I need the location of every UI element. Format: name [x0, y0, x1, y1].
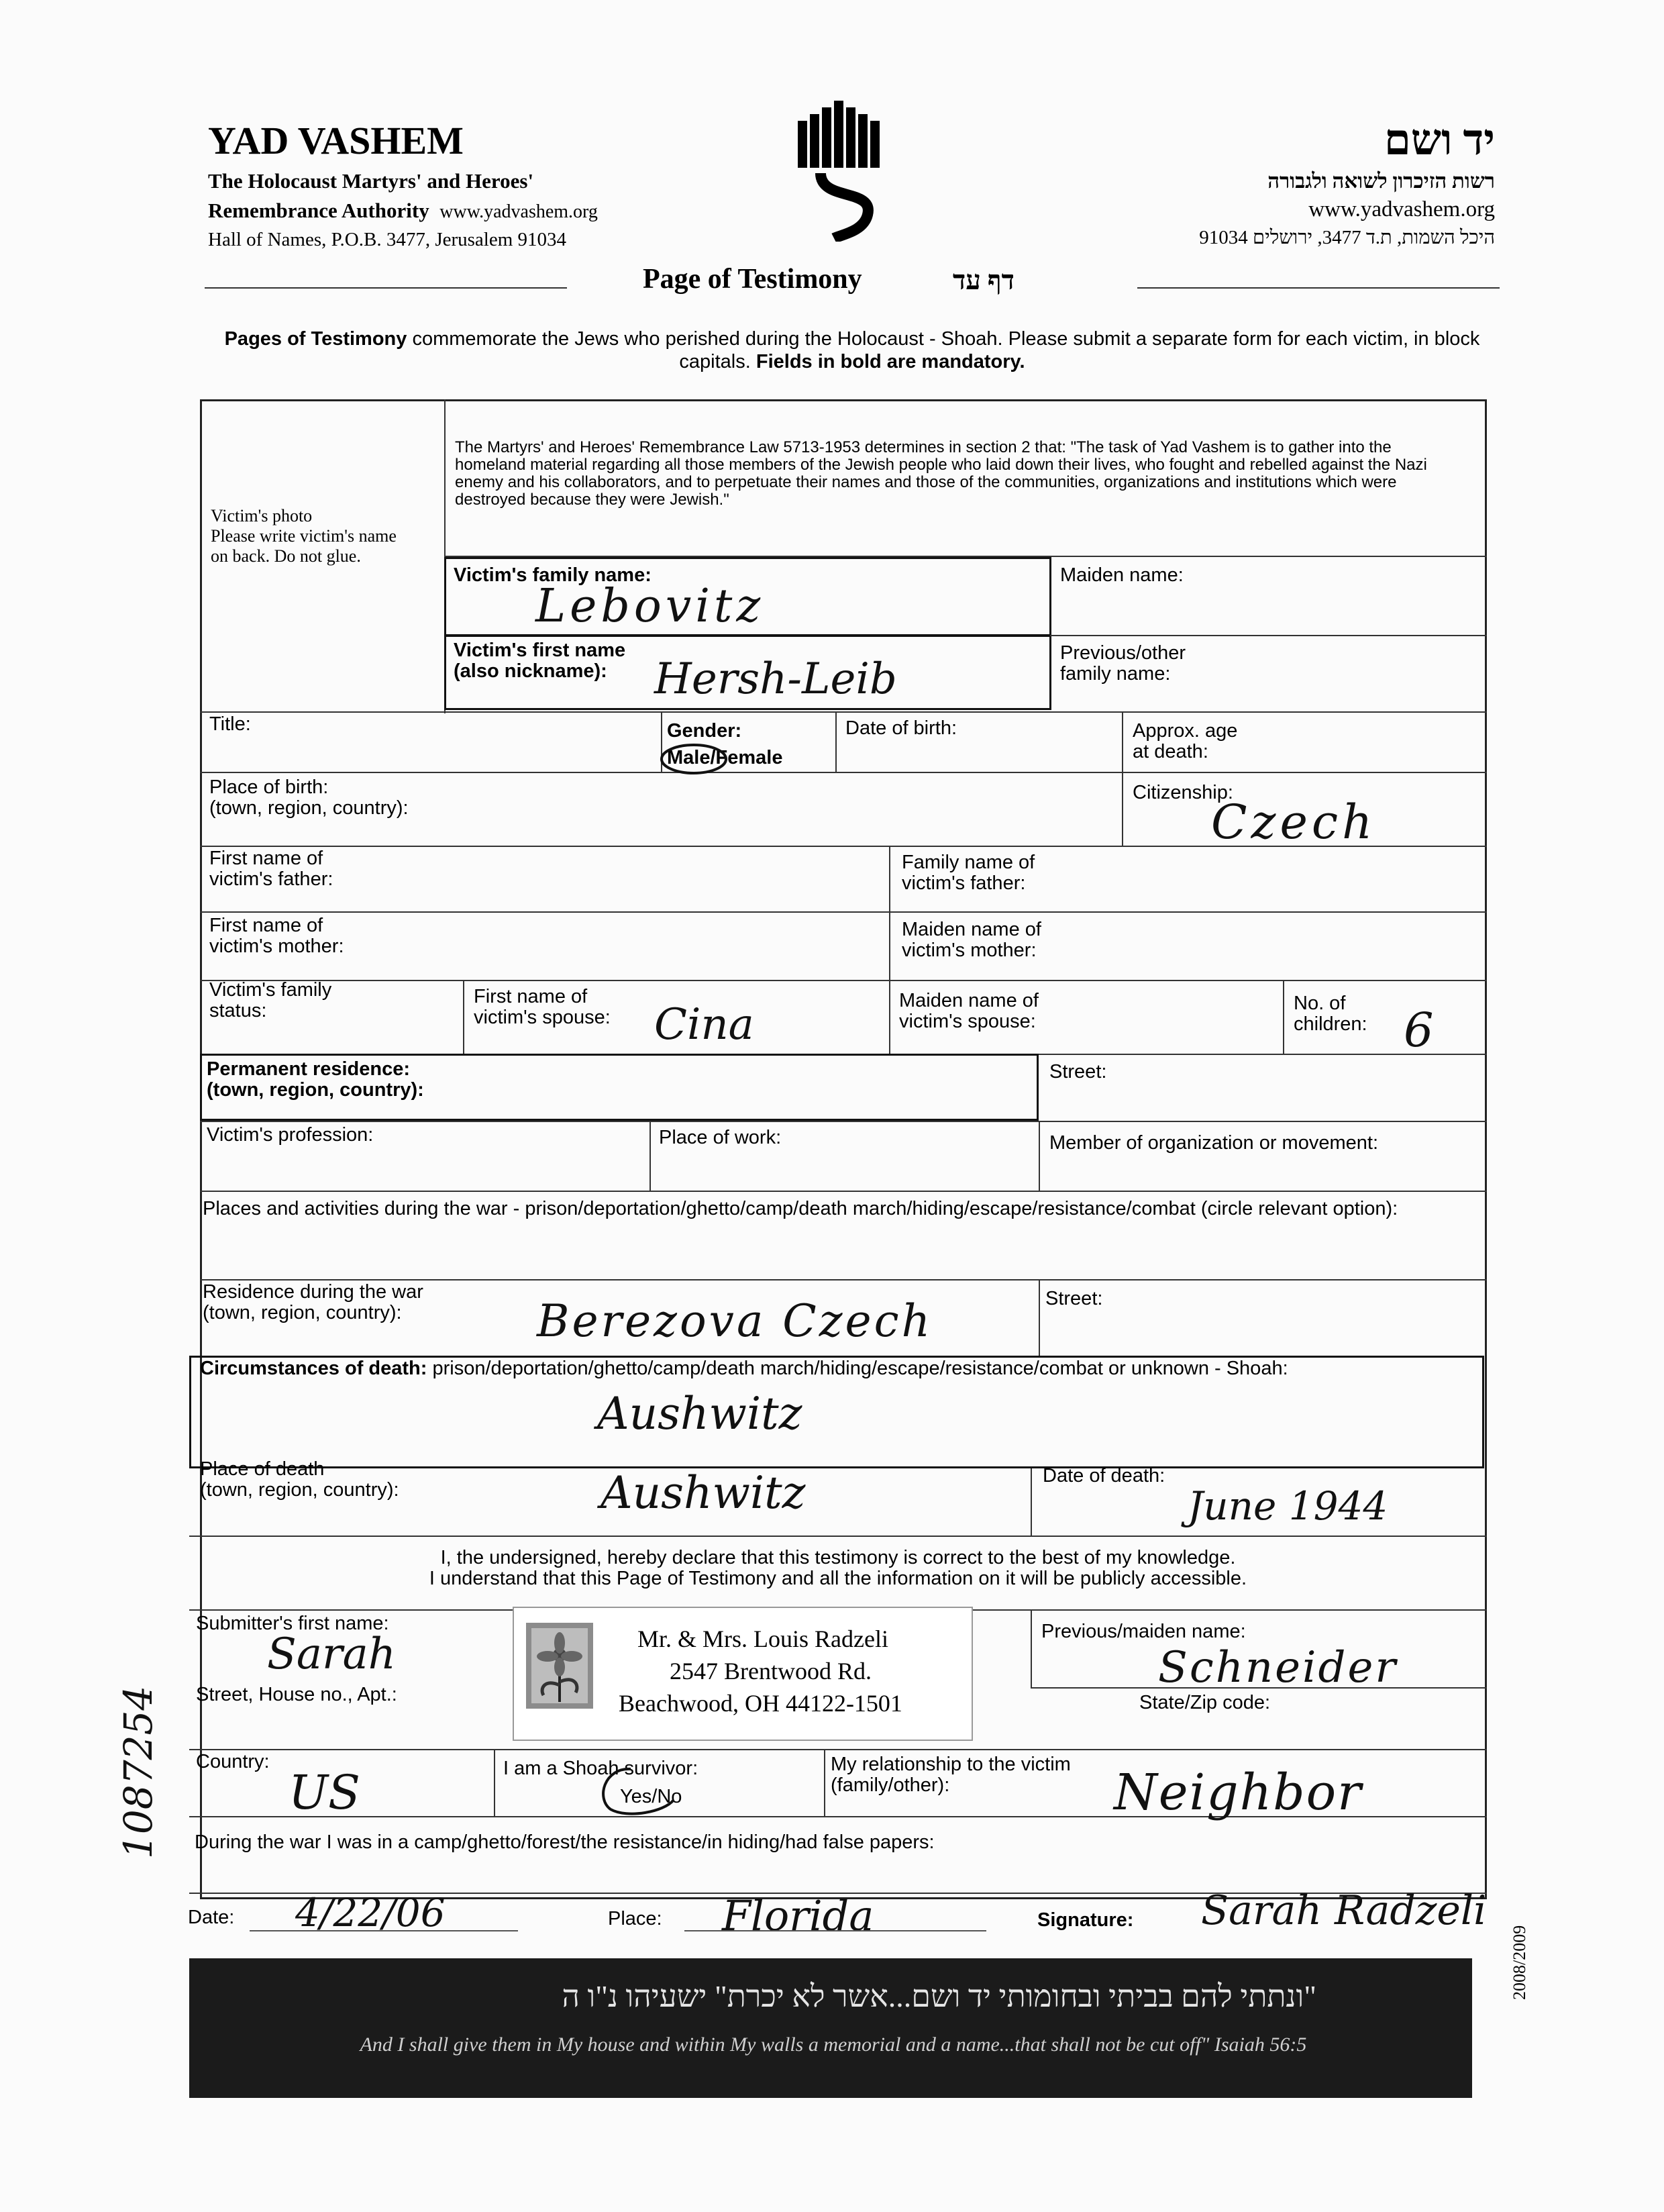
div-member	[1039, 1121, 1040, 1191]
label-place-death	[200, 1459, 399, 1501]
label-approx-age	[1133, 721, 1237, 762]
sticker-line-2: 2547 Brentwood Rd.	[670, 1658, 872, 1685]
label-res-war-1: Residence during the war	[203, 1281, 423, 1303]
label-approx-age-2: at death:	[1133, 741, 1208, 762]
label-circumstances	[200, 1358, 1288, 1379]
label-profession: Victim's profession:	[207, 1124, 374, 1146]
rule-status-row	[200, 980, 1487, 981]
address-sticker	[513, 1607, 973, 1741]
rule-prev-name	[1050, 635, 1487, 636]
declaration	[189, 1548, 1487, 1589]
rule-title-row	[200, 711, 1487, 713]
label-state-zip: State/Zip code:	[1139, 1692, 1271, 1713]
label-submitter-first: Submitter's first name:	[196, 1613, 389, 1634]
intro-text	[198, 328, 1506, 373]
value-circumstances[interactable]: Aushwitz	[597, 1388, 802, 1440]
label-date-death: Date of death:	[1043, 1465, 1165, 1487]
header-rule-left	[205, 287, 567, 289]
label-res-war	[203, 1282, 423, 1323]
value-first-name[interactable]: Hersh-Leib	[654, 654, 897, 704]
rule-mother-row	[200, 911, 1487, 913]
male-circle-mark-icon	[659, 742, 729, 776]
value-children[interactable]: 6	[1404, 1003, 1434, 1058]
rule-place	[684, 1930, 986, 1931]
survivor-options[interactable]: Yes/No	[620, 1786, 682, 1807]
rule-declaration	[189, 1536, 1487, 1537]
label-date: Date:	[188, 1907, 235, 1928]
gender-options[interactable]: Male/Female	[667, 747, 783, 768]
value-citizenship[interactable]: Czech	[1211, 795, 1377, 850]
sticker-line-3: Beachwood, OH 44122-1501	[619, 1690, 902, 1717]
org-subtitle-2	[208, 199, 598, 223]
label-father-first-2: victim's father:	[209, 868, 333, 890]
label-children-2: children:	[1294, 1013, 1367, 1035]
intro-body: commemorate the Jews who perished during the Holocaust - Shoah. Please submit a separate form for each victim, in block capitals.	[407, 328, 1480, 372]
value-signature[interactable]: Sarah Radzeli	[1201, 1887, 1487, 1934]
org-address: Hall of Names, P.O.B. 3477, Jerusalem 91034	[208, 229, 567, 250]
yad-vashem-logo-icon	[794, 101, 881, 242]
photo-instructions	[211, 506, 397, 566]
label-street: Street:	[1049, 1061, 1107, 1083]
label-member-org: Member of organization or movement:	[1049, 1132, 1378, 1154]
org-authority: Remembrance Authority	[208, 199, 429, 222]
label-father-family-2: victim's father:	[902, 872, 1026, 894]
sticker-line-1: Mr. & Mrs. Louis Radzeli	[637, 1625, 888, 1652]
value-prev-maiden[interactable]: Schneider	[1158, 1643, 1398, 1693]
label-mother-maiden	[902, 919, 1041, 961]
org-subtitle-1: The Holocaust Martyrs' and Heroes'	[208, 169, 534, 193]
value-submitter-first[interactable]: Sarah	[267, 1629, 396, 1679]
value-spouse-first[interactable]: Cina	[654, 1000, 754, 1050]
div-dob	[835, 711, 837, 772]
label-prev-family	[1060, 643, 1186, 685]
org-name: YAD VASHEM	[208, 119, 464, 162]
label-places-war: Places and activities during the war - prison/deportation/ghetto/camp/death march/hiding/escape/resistance/combat (circle relevant option):	[203, 1198, 1398, 1219]
div-survivor	[494, 1749, 495, 1816]
value-country[interactable]: US	[289, 1765, 360, 1820]
label-dob: Date of birth:	[845, 717, 957, 739]
div-relationship	[824, 1749, 825, 1816]
label-mother-maiden-2: victim's mother:	[902, 940, 1037, 961]
label-spouse-maiden-1: Maiden name of	[899, 990, 1039, 1011]
label-relationship	[831, 1754, 1071, 1796]
label-family-status-1: Victim's family	[209, 979, 332, 1001]
label-family-name: Victim's family name:	[454, 564, 652, 586]
label-first-name-1: Victim's first name	[454, 640, 626, 661]
label-pob-1: Place of birth:	[209, 776, 329, 798]
label-pob-2: (town, region, country):	[209, 797, 409, 819]
label-children	[1294, 993, 1367, 1035]
margin-record-number: 1087254	[115, 1685, 161, 1859]
intro-bold-end: Fields in bold are mandatory.	[756, 351, 1025, 372]
org-website: www.yadvashem.org	[439, 201, 598, 222]
label-mother-first	[209, 915, 344, 957]
declaration-line-2: I understand that this Page of Testimony and all the information on it will be publicly accessible.	[429, 1568, 1247, 1589]
heb-address: היכל השמות, ת.ד 3477, ירושלים 91034	[1199, 227, 1495, 248]
label-survivor: I am a Shoah survivor:	[503, 1758, 698, 1779]
label-title: Title:	[209, 713, 251, 735]
label-place-death-1: Place of death	[200, 1458, 325, 1480]
label-place: Place:	[608, 1908, 662, 1929]
label-father-first	[209, 848, 333, 890]
footer-version: 2008/2009	[1510, 1925, 1529, 2000]
rule-country-row	[189, 1749, 1487, 1750]
label-signature: Signature:	[1037, 1909, 1134, 1931]
label-circumstances-rest: prison/deportation/ghetto/camp/death march/hiding/escape/resistance/combat or unknown - Shoah:	[427, 1358, 1288, 1379]
footer-english-quote: And I shall give them in My house and within My walls a memorial and a name...that shall not be cut off" Isaiah 56:5	[360, 2033, 1307, 2056]
sticker-text	[612, 1623, 902, 1719]
header-rule-right	[1137, 287, 1500, 289]
div-street-2	[1039, 1279, 1040, 1357]
label-spouse-maiden-2: victim's spouse:	[899, 1011, 1036, 1032]
label-approx-age-1: Approx. age	[1133, 720, 1238, 742]
rule-date	[250, 1930, 518, 1931]
footer-banner	[189, 1958, 1472, 2098]
value-place[interactable]: Florida	[722, 1891, 874, 1940]
heb-page-title: דף עד	[953, 265, 1015, 295]
div-spouse-maiden	[889, 980, 890, 1055]
value-relationship[interactable]: Neighbor	[1114, 1764, 1363, 1821]
label-pob	[209, 777, 409, 819]
label-during-war: During the war I was in a camp/ghetto/forest/the resistance/in hiding/had false papers:	[195, 1831, 935, 1853]
intro-bold-start: Pages of Testimony	[224, 328, 407, 350]
photo-line-1: Victim's photo	[211, 506, 313, 525]
value-family-name[interactable]: Lebovitz	[535, 580, 765, 633]
label-mother-first-1: First name of	[209, 915, 323, 936]
label-gender: Gender:	[667, 720, 742, 742]
label-perm-res-1: Permanent residence:	[207, 1058, 411, 1080]
label-spouse-first-2: victim's spouse:	[474, 1007, 611, 1028]
rule-res-war-row	[200, 1279, 1487, 1280]
label-mother-first-2: victim's mother:	[209, 936, 344, 957]
div-date-death	[1031, 1468, 1032, 1536]
label-prev-family-2: family name:	[1060, 663, 1171, 685]
label-family-status	[209, 980, 331, 1021]
label-country: Country:	[196, 1751, 270, 1772]
label-place-of-work: Place of work:	[659, 1127, 782, 1148]
div-parents	[889, 846, 890, 980]
label-prev-family-1: Previous/other	[1060, 642, 1186, 664]
declaration-line-1: I, the undersigned, hereby declare that this testimony is correct to the best of my knowledge.	[440, 1547, 1236, 1568]
label-street-house: Street, House no., Apt.:	[196, 1684, 397, 1705]
photo-line-2: Please write victim's name	[211, 526, 397, 546]
label-spouse-first-1: First name of	[474, 986, 588, 1007]
heb-website: www.yadvashem.org	[1308, 197, 1495, 221]
label-father-family	[902, 852, 1035, 894]
label-first-name	[454, 640, 625, 682]
heb-org-subtitle: רשות הזיכרון לשואה ולגבורה	[1267, 169, 1495, 193]
label-perm-res	[207, 1059, 424, 1101]
label-first-name-2: (also nickname):	[454, 660, 607, 682]
flower-icon	[525, 1621, 594, 1710]
div-age	[1122, 711, 1123, 846]
label-mother-maiden-1: Maiden name of	[902, 919, 1041, 940]
label-maiden-name: Maiden name:	[1060, 564, 1184, 586]
label-circumstances-bold: Circumstances of death:	[200, 1358, 427, 1379]
heb-org-name: יד ושם	[1384, 116, 1495, 164]
label-spouse-maiden	[899, 991, 1039, 1032]
label-prev-maiden: Previous/maiden name:	[1041, 1621, 1246, 1642]
value-res-war[interactable]: Berezova Czech	[537, 1295, 933, 1347]
label-citizenship: Citizenship:	[1133, 782, 1233, 803]
label-children-1: No. of	[1294, 993, 1346, 1014]
div-spouse-first	[463, 980, 464, 1055]
label-father-family-1: Family name of	[902, 852, 1035, 873]
page-title: Page of Testimony	[643, 264, 862, 295]
div-work	[649, 1121, 651, 1191]
photo-line-3: on back. Do not glue.	[211, 546, 361, 566]
label-street-2: Street:	[1045, 1288, 1103, 1309]
label-relationship-2: (family/other):	[831, 1774, 950, 1796]
footer-hebrew-quote: "ונתתי להם בביתי ובחומותי יד ושם...אשר לא יכרת" ישעיהו נ"ו ה	[562, 1979, 1316, 2013]
value-place-death[interactable]: Aushwitz	[601, 1467, 806, 1519]
label-res-war-2: (town, region, country):	[203, 1302, 402, 1323]
value-date[interactable]: 4/22/06	[295, 1890, 446, 1936]
label-spouse-first	[474, 987, 611, 1028]
label-family-status-2: status:	[209, 1000, 267, 1021]
rule-profession-row	[200, 1121, 1487, 1122]
label-perm-res-2: (town, region, country):	[207, 1079, 424, 1101]
label-relationship-1: My relationship to the victim	[831, 1754, 1071, 1775]
value-date-death[interactable]: June 1944	[1188, 1483, 1388, 1529]
law-text: The Martyrs' and Heroes' Remembrance Law 5713-1953 determines in section 2 that: "The task of Yad Vashem is to gather into the homeland material regarding all those members of the Jewish people who laid down their lives, who fought and rebelled against the Nazi enemy and his collaborators, and to perpetuate their names and those of the communities, organizations and institutions which were destroyed because they were Jewish."	[455, 438, 1427, 509]
label-father-first-1: First name of	[209, 848, 323, 869]
div-children	[1283, 980, 1284, 1055]
label-place-death-2: (town, region, country):	[200, 1479, 399, 1501]
rule-pob-row	[200, 772, 1487, 773]
rule-places-row	[200, 1191, 1487, 1192]
yes-circle-mark-icon	[590, 1765, 678, 1819]
div-prev-maiden	[1031, 1609, 1032, 1687]
